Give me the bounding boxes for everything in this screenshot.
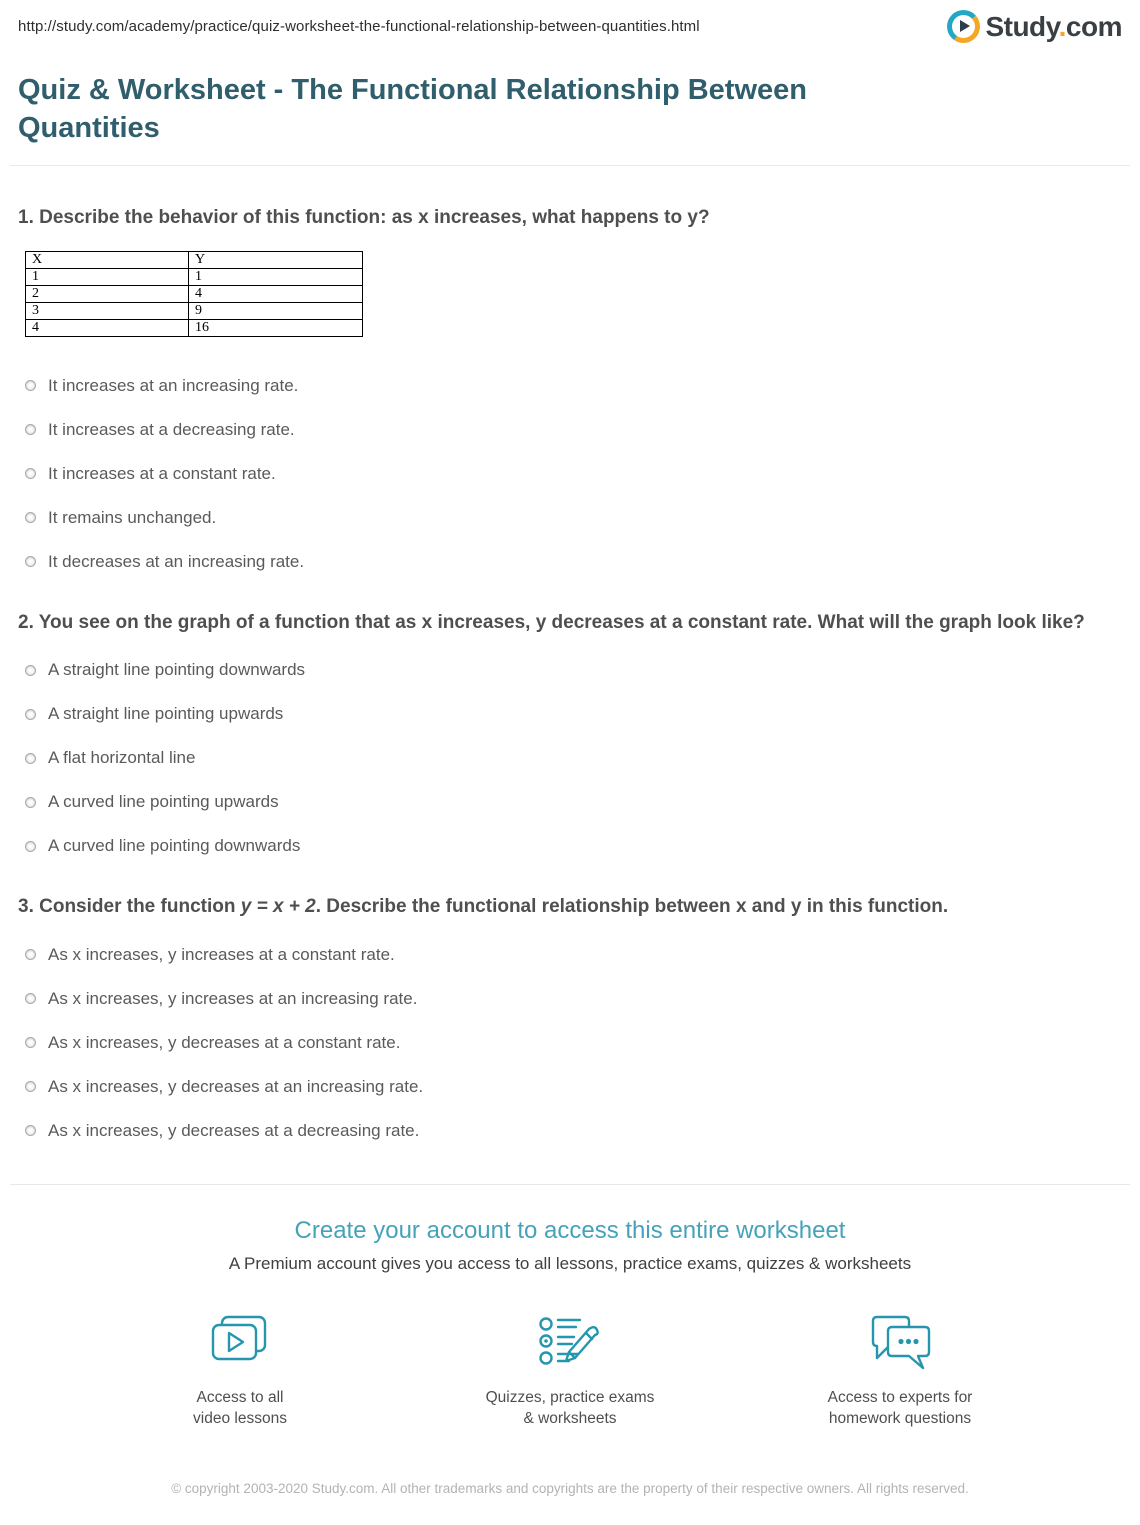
radio-button[interactable] — [25, 841, 36, 852]
feature-label-line: Access to all — [196, 1388, 284, 1406]
feature-label-line: & worksheets — [523, 1409, 617, 1427]
feature-label — [780, 1388, 1020, 1430]
question-2 — [18, 609, 1122, 856]
copyright-notice: © copyright 2003-2020 Study.com. All other trademarks and copyrights are the property of their respective owners. All rights reserved. — [171, 1480, 969, 1496]
table-cell: 3 — [26, 302, 189, 319]
radio-option[interactable] — [25, 465, 1122, 483]
table-cell: 4 — [189, 285, 363, 302]
studycom-logo[interactable] — [947, 10, 1122, 43]
table-header-x: X — [26, 251, 189, 268]
question-3-formula: y = x + 2 — [240, 896, 316, 918]
feature-label-line: Access to experts for — [827, 1388, 973, 1406]
video-lessons-icon — [120, 1314, 360, 1380]
radio-button[interactable] — [25, 709, 36, 720]
feature-label — [450, 1388, 690, 1430]
option-label: A curved line pointing downwards — [48, 836, 301, 856]
title-divider — [10, 165, 1130, 166]
option-label: A straight line pointing upwards — [48, 704, 284, 724]
table-cell: 1 — [189, 268, 363, 285]
radio-button[interactable] — [25, 1037, 36, 1048]
features-row — [0, 1314, 1140, 1430]
table-cell: 1 — [26, 268, 189, 285]
cta-subheading: A Premium account gives you access to all lessons, practice exams, quizzes & worksheets — [228, 1253, 912, 1273]
question-1-table — [25, 251, 363, 337]
option-label: It remains unchanged. — [48, 507, 217, 527]
question-3 — [18, 893, 1122, 1140]
radio-button[interactable] — [25, 468, 36, 479]
radio-option[interactable] — [25, 1034, 1122, 1052]
radio-button[interactable] — [25, 1125, 36, 1136]
radio-button[interactable] — [25, 753, 36, 764]
cta-section — [0, 1217, 1140, 1274]
quiz-worksheet-icon — [450, 1314, 690, 1380]
cta-divider — [10, 1184, 1130, 1185]
question-3-text: 3. Consider the function — [18, 896, 241, 918]
feature-label-line: Quizzes, practice exams — [485, 1388, 655, 1406]
table-cell: 2 — [26, 285, 189, 302]
radio-button[interactable] — [25, 993, 36, 1004]
radio-button[interactable] — [25, 797, 36, 808]
radio-button[interactable] — [25, 949, 36, 960]
radio-option[interactable] — [25, 749, 1122, 767]
top-bar — [0, 0, 1140, 52]
table-row — [26, 285, 363, 302]
option-label: It increases at a constant rate. — [48, 463, 276, 483]
cta-heading[interactable]: Create your account to access this entire worksheet — [294, 1216, 846, 1244]
radio-option[interactable] — [25, 1122, 1122, 1140]
feature-video-lessons — [120, 1314, 360, 1430]
radio-option[interactable] — [25, 421, 1122, 439]
radio-option[interactable] — [25, 837, 1122, 855]
chat-experts-icon — [780, 1314, 1020, 1380]
radio-option[interactable] — [25, 377, 1122, 395]
radio-button[interactable] — [25, 380, 36, 391]
option-label: As x increases, y increases at a constant rate. — [48, 944, 395, 964]
question-2-options — [18, 661, 1122, 855]
radio-button[interactable] — [25, 512, 36, 523]
feature-label-line: video lessons — [193, 1409, 287, 1427]
studycom-play-icon — [947, 10, 980, 43]
radio-option[interactable] — [25, 661, 1122, 679]
table-cell: 9 — [189, 302, 363, 319]
page-url: http://study.com/academy/practice/quiz-worksheet-the-functional-relationship-between-quantities.html — [18, 18, 700, 35]
table-row — [26, 302, 363, 319]
table-cell: 4 — [26, 319, 189, 336]
question-1-options — [18, 377, 1122, 571]
question-3-text: . Describe the functional relationship between x and y in this function. — [315, 896, 949, 918]
radio-button[interactable] — [25, 665, 36, 676]
table-row — [26, 268, 363, 285]
radio-button[interactable] — [25, 1081, 36, 1092]
table-row — [26, 319, 363, 336]
table-cell: 16 — [189, 319, 363, 336]
feature-label — [120, 1388, 360, 1430]
option-label: A curved line pointing upwards — [48, 792, 279, 812]
radio-button[interactable] — [25, 556, 36, 567]
radio-option[interactable] — [25, 705, 1122, 723]
radio-option[interactable] — [25, 990, 1122, 1008]
studycom-wordmark — [985, 11, 1122, 43]
radio-option[interactable] — [25, 793, 1122, 811]
logo-study: Study — [985, 10, 1059, 42]
option-label: A flat horizontal line — [48, 748, 196, 768]
question-1-heading: 1. Describe the behavior of this function: as x increases, what happens to y? — [18, 207, 710, 229]
feature-label-line: homework questions — [828, 1409, 972, 1427]
option-label: As x increases, y decreases at a constant rate. — [48, 1032, 401, 1052]
radio-button[interactable] — [25, 424, 36, 435]
radio-option[interactable] — [25, 1078, 1122, 1096]
option-label: It decreases at an increasing rate. — [48, 551, 305, 571]
radio-option[interactable] — [25, 946, 1122, 964]
question-1 — [18, 204, 1122, 571]
option-label: As x increases, y decreases at a decreasing rate. — [48, 1120, 420, 1140]
option-label: A straight line pointing downwards — [48, 660, 306, 680]
option-label: It increases at a decreasing rate. — [48, 419, 295, 439]
radio-option[interactable] — [25, 553, 1122, 571]
option-label: As x increases, y increases at an increasing rate. — [48, 988, 418, 1008]
option-label: It increases at an increasing rate. — [48, 375, 299, 395]
question-3-heading — [18, 893, 1122, 922]
logo-dot: . — [1058, 10, 1066, 42]
feature-expert-help — [780, 1314, 1020, 1430]
table-header-row — [26, 251, 363, 268]
page-title: Quiz & Worksheet - The Functional Relationship Between Quantities — [18, 74, 807, 144]
question-2-heading: 2. You see on the graph of a function that as x increases, y decreases at a constant rate. What will the graph look like? — [18, 611, 1085, 633]
logo-com: com — [1065, 10, 1122, 42]
radio-option[interactable] — [25, 509, 1122, 527]
option-label: As x increases, y decreases at an increasing rate. — [48, 1076, 424, 1096]
feature-quizzes-worksheets — [450, 1314, 690, 1430]
table-header-y: Y — [189, 251, 363, 268]
question-3-options — [18, 946, 1122, 1140]
